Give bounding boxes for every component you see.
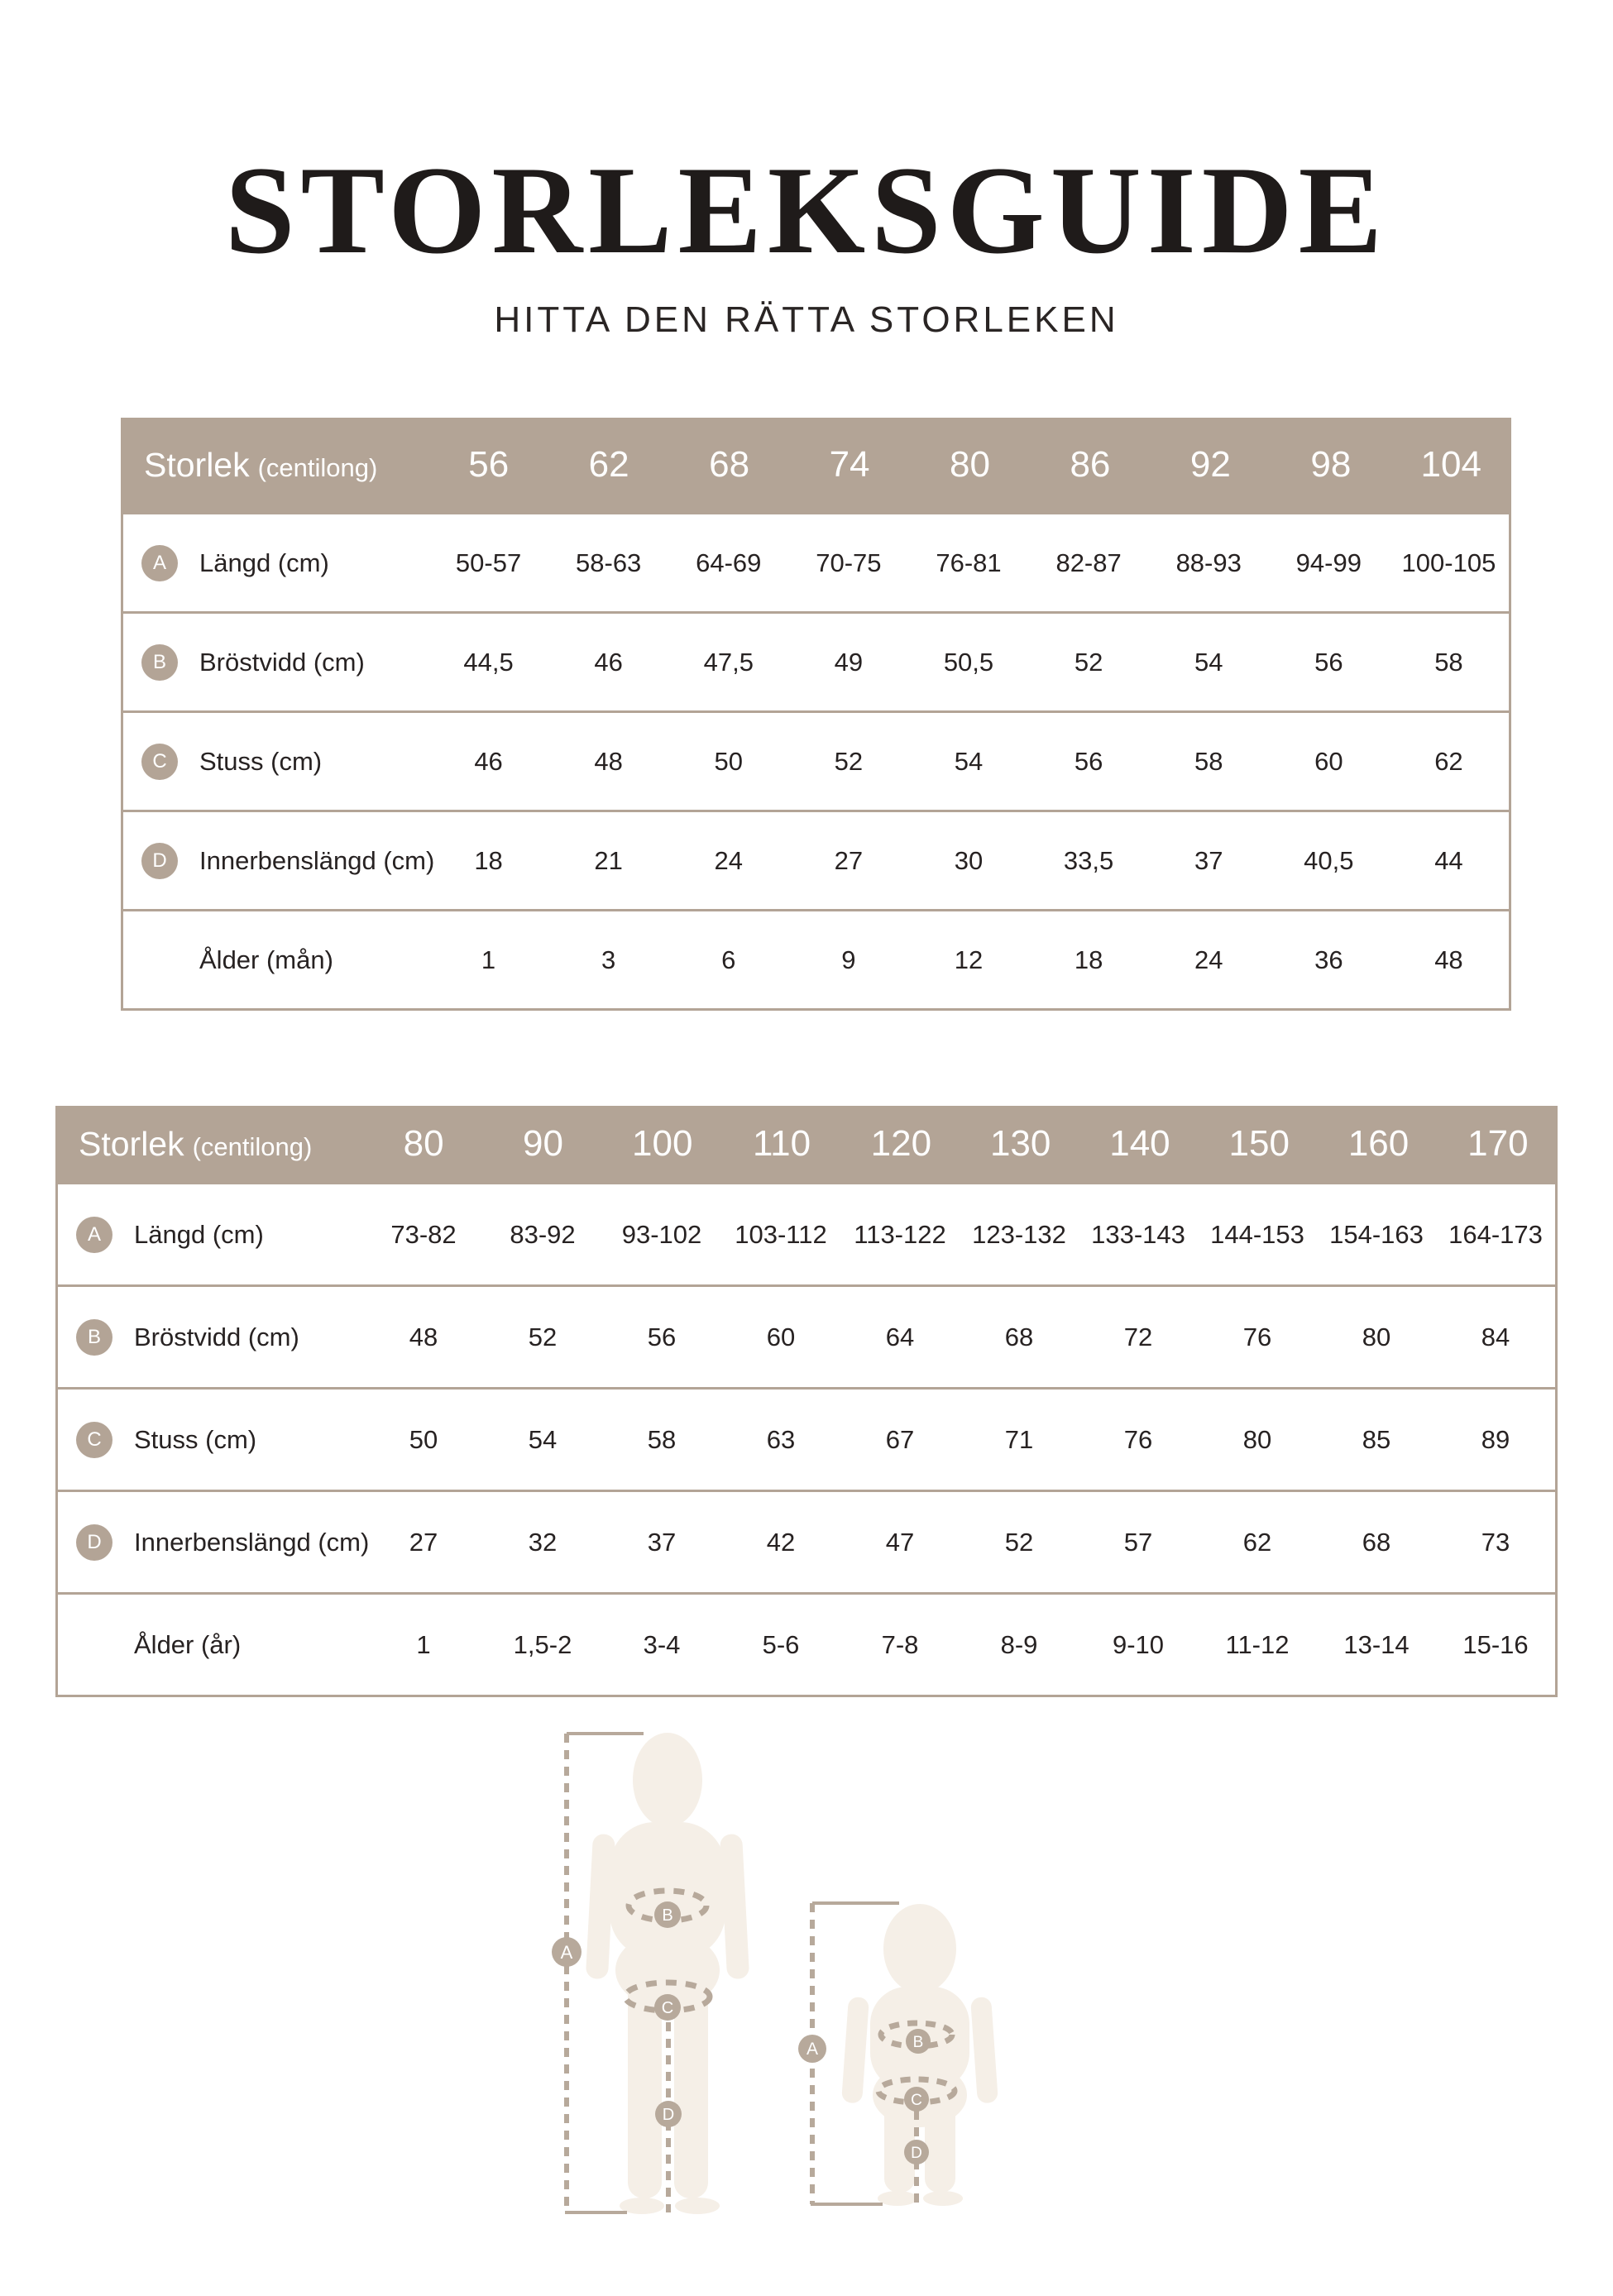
table-cell-value: 72	[1123, 1322, 1153, 1351]
table-cell-value: 83-92	[510, 1219, 576, 1249]
size-column-header: 120	[870, 1123, 932, 1164]
measure-letter-a: A	[560, 1942, 573, 1963]
size-column-header: 56	[468, 444, 510, 485]
row-label-cell	[58, 1422, 364, 1458]
table-cell-value: 48	[594, 746, 623, 776]
table-cell-value: 27	[834, 845, 864, 875]
table-cell-value: 70-75	[816, 548, 882, 577]
table-row	[58, 1490, 1555, 1592]
table-cell-value: 15-16	[1462, 1629, 1529, 1659]
table-cell-value: 103-112	[735, 1219, 827, 1249]
measure-letter-d: D	[662, 2106, 675, 2124]
size-column-header: 90	[522, 1123, 563, 1164]
table-cell-value: 47,5	[703, 647, 754, 677]
row-label: Längd (cm)	[199, 548, 329, 577]
size-column-header: 74	[829, 444, 870, 485]
table-cell-value: 154-163	[1329, 1219, 1424, 1249]
size-column-header: 80	[403, 1123, 444, 1164]
table-cell-value: 46	[594, 647, 623, 677]
table-cell-value: 37	[1194, 845, 1223, 875]
table-cell-value: 76-81	[936, 548, 1002, 577]
table-cell-value: 49	[834, 647, 864, 677]
row-label-cell	[58, 1319, 364, 1356]
table-cell-value: 5-6	[762, 1629, 800, 1659]
table-cell-value: 89	[1481, 1424, 1510, 1454]
table-cell-value: 88-93	[1175, 548, 1242, 577]
table-cell-value: 56	[647, 1322, 677, 1351]
row-badge: B	[141, 644, 178, 681]
table-cell-value: 164-173	[1448, 1219, 1543, 1249]
table-cell-value: 76	[1123, 1424, 1153, 1454]
row-label: Ålder (år)	[134, 1629, 242, 1659]
table-cell-value: 6	[721, 945, 736, 974]
size-column-header: 62	[588, 444, 629, 485]
row-label: Innerbenslängd (cm)	[134, 1527, 370, 1557]
table-cell-value: 52	[1004, 1527, 1034, 1557]
row-badge: B	[76, 1319, 112, 1356]
table-cell-value: 52	[834, 746, 864, 776]
table-row	[123, 810, 1509, 909]
table-row	[123, 710, 1509, 810]
size-column-header: 100	[632, 1123, 693, 1164]
row-label-cell	[123, 843, 435, 879]
table-header-label-main: Storlek	[144, 445, 250, 484]
measure-letter-a: A	[806, 2040, 819, 2059]
table-cell-value: 54	[528, 1424, 558, 1454]
table-header-label	[55, 1125, 364, 1164]
row-label-cell	[58, 1217, 364, 1253]
table-cell-value: 1	[481, 945, 496, 974]
measure-letter-d: D	[911, 2145, 922, 2162]
table-row	[58, 1592, 1555, 1695]
row-label: Innerbenslängd (cm)	[199, 845, 435, 875]
size-column-header: 130	[989, 1123, 1051, 1164]
table-cell-value: 58	[1434, 647, 1463, 677]
table-cell-value: 73-82	[390, 1219, 457, 1249]
table-cell-value: 50	[409, 1424, 438, 1454]
table-header-label-sub: (centilong)	[257, 452, 378, 482]
row-label-cell	[123, 545, 428, 581]
row-label: Bröstvidd (cm)	[199, 647, 365, 677]
table-cell-value: 56	[1314, 647, 1343, 677]
table-cell-value: 3	[601, 945, 616, 974]
page-subtitle: HITTA DEN RÄTTA STORLEKEN	[494, 299, 1119, 340]
size-column-header: 160	[1347, 1123, 1410, 1164]
table-cell-value: 9	[841, 945, 856, 974]
table-cell-value: 113-122	[854, 1219, 946, 1249]
table-cell-value: 144-153	[1210, 1219, 1304, 1249]
table-body	[55, 1182, 1558, 1697]
table-row	[123, 611, 1509, 710]
page-title: STORLEKSGUIDE	[224, 141, 1388, 280]
table-cell-value: 62	[1434, 746, 1463, 776]
table-cell-value: 68	[1004, 1322, 1034, 1351]
row-label-cell	[123, 942, 428, 978]
table-row	[123, 909, 1509, 1008]
size-column-header: 92	[1189, 444, 1231, 485]
measure-letter-c: C	[661, 1999, 674, 2017]
table-cell-value: 13-14	[1343, 1629, 1410, 1659]
table-cell-value: 37	[647, 1527, 677, 1557]
table-row	[58, 1284, 1555, 1387]
table-cell-value: 8-9	[1000, 1629, 1038, 1659]
size-column-header: 98	[1310, 444, 1352, 485]
row-label: Stuss (cm)	[134, 1424, 257, 1454]
table-cell-value: 62	[1242, 1527, 1272, 1557]
row-label: Längd (cm)	[134, 1219, 264, 1249]
size-column-header: 170	[1467, 1123, 1529, 1164]
table-cell-value: 85	[1362, 1424, 1391, 1454]
row-label-cell	[123, 644, 428, 681]
row-label-cell	[58, 1627, 364, 1663]
table-cell-value: 1	[416, 1629, 431, 1659]
measure-letter-b: B	[912, 2034, 924, 2051]
size-column-header: 140	[1109, 1123, 1170, 1164]
table-row	[58, 1387, 1555, 1490]
table-cell-value: 133-143	[1091, 1219, 1185, 1249]
table-cell-value: 9-10	[1112, 1629, 1165, 1659]
table-cell-value: 60	[766, 1322, 796, 1351]
row-badge: A	[76, 1217, 112, 1253]
table-cell-value: 3-4	[643, 1629, 681, 1659]
table-cell-value: 18	[474, 845, 503, 875]
table-cell-value: 46	[474, 746, 503, 776]
size-table-kids	[55, 1106, 1558, 1697]
row-label-cell	[58, 1524, 370, 1561]
table-cell-value: 48	[1434, 945, 1463, 974]
table-cell-value: 27	[409, 1527, 438, 1557]
table-cell-value: 80	[1362, 1322, 1391, 1351]
table-header-label	[121, 446, 428, 485]
table-cell-value: 76	[1242, 1322, 1272, 1351]
row-badge: C	[141, 744, 178, 780]
table-cell-value: 64-69	[696, 548, 762, 577]
table-body	[121, 512, 1511, 1011]
row-badge: A	[141, 545, 178, 581]
table-cell-value: 93-102	[621, 1219, 702, 1249]
measurement-figure-large-child	[542, 1724, 831, 2221]
table-cell-value: 60	[1314, 746, 1343, 776]
table-cell-value: 47	[885, 1527, 915, 1557]
measure-letter-b: B	[662, 1906, 673, 1925]
table-cell-value: 54	[954, 746, 984, 776]
table-cell-value: 58-63	[576, 548, 642, 577]
size-column-header: 80	[950, 444, 990, 485]
table-cell-value: 82-87	[1055, 548, 1122, 577]
row-badge: D	[141, 843, 178, 879]
size-table-baby	[121, 418, 1511, 1011]
table-cell-value: 24	[1194, 945, 1223, 974]
table-cell-value: 73	[1481, 1527, 1510, 1557]
table-cell-value: 52	[528, 1322, 558, 1351]
table-cell-value: 67	[885, 1424, 915, 1454]
row-badge: C	[76, 1422, 112, 1458]
table-cell-value: 57	[1123, 1527, 1153, 1557]
table-cell-value: 50,5	[943, 647, 994, 677]
table-cell-value: 21	[594, 845, 623, 875]
size-column-header: 110	[752, 1123, 811, 1164]
table-cell-value: 54	[1194, 647, 1223, 677]
table-cell-value: 32	[528, 1527, 558, 1557]
table-cell-value: 44,5	[463, 647, 514, 677]
table-cell-value: 50-57	[455, 548, 522, 577]
table-cell-value: 44	[1434, 845, 1463, 875]
measurement-figure-toddler	[790, 1894, 1038, 2212]
table-cell-value: 58	[1194, 746, 1223, 776]
table-cell-value: 48	[409, 1322, 438, 1351]
table-cell-value: 12	[954, 945, 984, 974]
table-cell-value: 1,5-2	[513, 1629, 572, 1659]
table-header-label-main: Storlek	[79, 1124, 184, 1163]
table-cell-value: 56	[1074, 746, 1103, 776]
table-cell-value: 63	[766, 1424, 796, 1454]
size-column-header: 150	[1228, 1123, 1290, 1164]
size-column-header: 86	[1070, 444, 1111, 485]
table-header-row	[121, 418, 1511, 512]
row-label: Stuss (cm)	[199, 746, 323, 776]
table-cell-value: 58	[647, 1424, 677, 1454]
table-cell-value: 30	[954, 845, 984, 875]
table-cell-value: 11-12	[1225, 1629, 1290, 1659]
table-cell-value: 18	[1074, 945, 1103, 974]
table-row	[58, 1182, 1555, 1284]
row-label: Ålder (mån)	[199, 945, 333, 974]
table-cell-value: 7-8	[881, 1629, 919, 1659]
table-header-label-sub: (centilong)	[192, 1131, 313, 1161]
table-cell-value: 40,5	[1304, 845, 1354, 875]
table-row	[123, 512, 1509, 611]
table-cell-value: 33,5	[1063, 845, 1114, 875]
table-cell-value: 71	[1004, 1424, 1034, 1454]
row-label: Bröstvidd (cm)	[134, 1322, 299, 1351]
table-cell-value: 94-99	[1295, 548, 1362, 577]
table-header-row	[55, 1106, 1558, 1182]
table-cell-value: 64	[885, 1322, 915, 1351]
table-cell-value: 80	[1242, 1424, 1272, 1454]
table-cell-value: 42	[766, 1527, 796, 1557]
table-cell-value: 50	[714, 746, 744, 776]
table-cell-value: 24	[714, 845, 744, 875]
table-cell-value: 123-132	[972, 1219, 1066, 1249]
table-cell-value: 36	[1314, 945, 1343, 974]
measure-letter-c: C	[911, 2092, 922, 2109]
table-cell-value: 84	[1481, 1322, 1510, 1351]
size-column-header: 104	[1420, 444, 1481, 485]
row-badge: D	[76, 1524, 112, 1561]
table-cell-value: 52	[1074, 647, 1103, 677]
size-column-header: 68	[709, 444, 750, 485]
row-label-cell	[123, 744, 428, 780]
table-cell-value: 100-105	[1401, 548, 1496, 577]
table-cell-value: 68	[1362, 1527, 1391, 1557]
